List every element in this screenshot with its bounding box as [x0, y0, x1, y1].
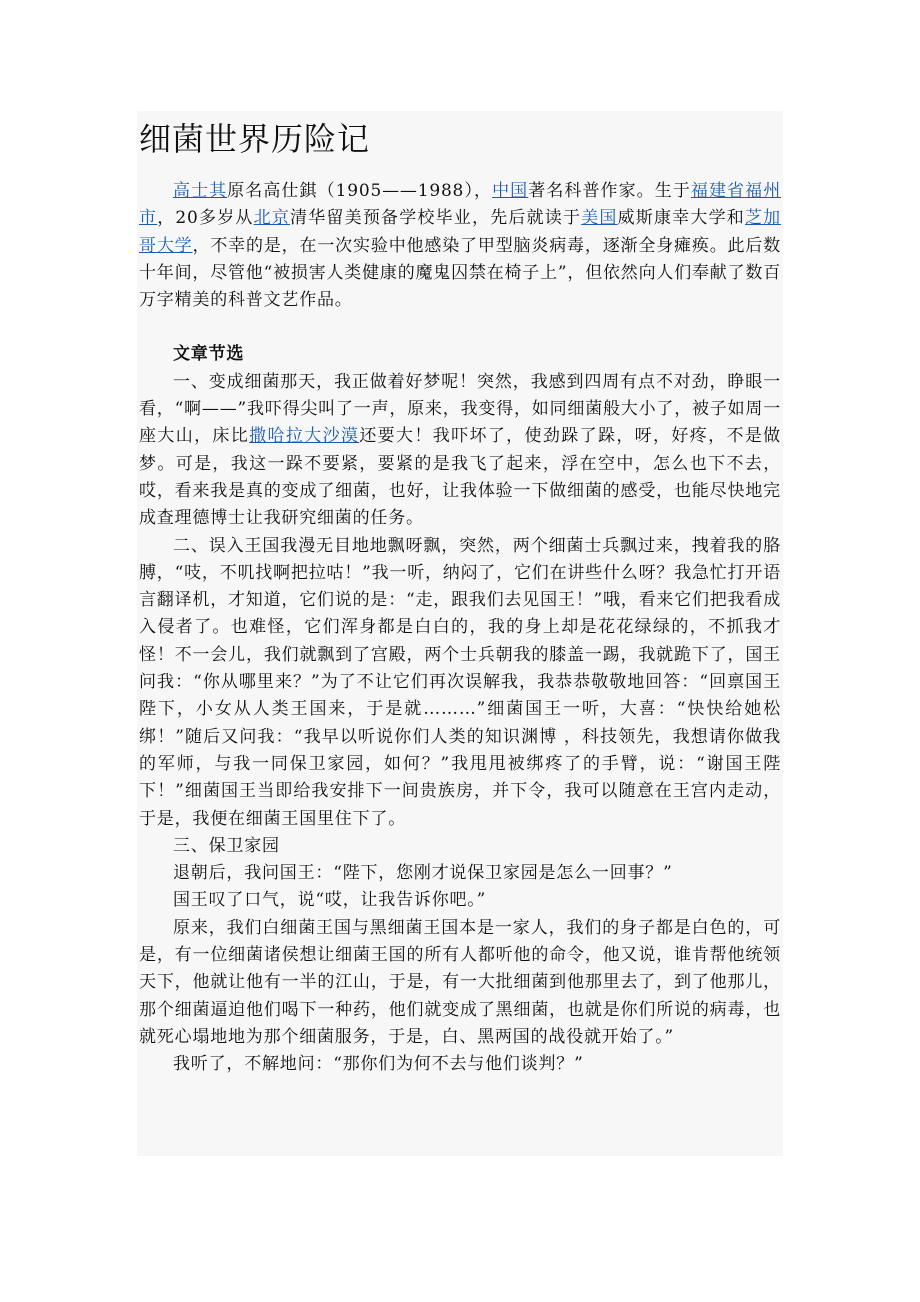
article-title: 细菌世界历险记: [139, 120, 371, 158]
text-run: ，不幸的是，在一次实验中他感染了甲型脑炎病毒，逐渐全身瘫痪。此后数十年间，尽管他“被损害人类健康的魔鬼囚禁在椅子上”，但依然向人们奉献了数百万字精美的科普文艺作品。: [139, 235, 781, 311]
text-run: 一、变成细菌那天，我正做着好梦呢！突然，我感到四周有点不对劲，睁眼一看，“啊——”我吓得尖叫了一声，原来，我变得，如同细菌般大小了，被子如周一座大山，床比: [139, 371, 781, 447]
author-intro-paragraph: [139, 178, 781, 314]
chapter-two-paragraph: 二、误入王国我漫无目地地飘呀飘，突然，两个细菌士兵飘过来，拽着我的胳膊，“吱，不叽找啊把拉咕！”我一听，纳闷了，它们在讲些什么呀？我急忙打开语言翻译机，才知道，它们说的是：“走，跟我们去见国王！”哦，看来它们把我看成入侵者了。也难怪，它们浑身都是白白的，我的身上却是花花绿绿的，不抓我才怪！不一会儿，我们就飘到了宫殿，两个士兵朝我的膝盖一踢，我就跪下了，国王问我：“你从哪里来？”为了不让它们再次误解我，我恭恭敬敬地回答：“回禀国王陛下，小女从人类王国来，于是就………”细菌国王一听，大喜：“快快给她松绑！”随后又问我：“我早以听说你们人类的知识渊博 ，科技领先，我想请你做我的军师，与我一同保卫家园，如何？”我甩甩被绑疼了的手臂，说：“谢国王陛下！”细菌国王当即给我安排下一间贵族房，并下令，我可以随意在王宫内走动，于是，我便在细菌王国里住下了。: [139, 535, 781, 829]
article-body: [139, 178, 781, 1079]
text-run: 威斯康幸大学和: [617, 208, 745, 229]
wiki-link[interactable]: 芝加哥大学: [139, 208, 781, 256]
document-page: [137, 111, 783, 1156]
wiki-link[interactable]: 中国: [492, 181, 529, 201]
dialogue-paragraph: 我听了，不解地问：“那你们为何不去与他们谈判？”: [173, 1054, 584, 1075]
wiki-link[interactable]: 撒哈拉大沙漠: [249, 426, 360, 447]
chapter-three-heading: 三、保卫家园: [173, 835, 280, 856]
text-run: 原名高仕錤（1905——1988），: [227, 181, 493, 201]
wiki-link[interactable]: 北京: [253, 208, 291, 229]
story-paragraph: 原来，我们白细菌王国与黑细菌王国本是一家人，我们的身子都是白色的，可是，有一位细菌诸侯想让细菌王国的所有人都听他的命令，他又说，谁肯帮他统领天下，他就让他有一半的江山，于是，有一大批细菌到他那里去了，到了他那儿，那个细菌逼迫他们喝下一种药，他们就变成了黑细菌，也就是你们所说的病毒，也就死心塌地地为那个细菌服务，于是，白、黑两国的战役就开始了。”: [139, 917, 781, 1047]
wiki-link[interactable]: 福建省福州市: [139, 181, 781, 229]
text-run: 还要大！我吓坏了，使劲跺了跺，呀，好疼，不是做梦。可是，我这一跺不要紧，要紧的是我飞了起来，浮在空中，怎么也下不去，哎，看来我是真的变成了细菌，也好，让我体验一下做细菌的感受，也能尽快地完成查理德博士让我研究细菌的任务。: [139, 426, 781, 529]
text-run: 著名科普作家。生于: [528, 181, 691, 201]
wiki-link[interactable]: 美国: [581, 208, 618, 229]
section-heading: 文章节选: [173, 344, 245, 365]
wiki-link[interactable]: 高士其: [173, 181, 228, 201]
chapter-one-paragraph: [139, 369, 781, 533]
dialogue-paragraph: 退朝后，我问国王：“陛下，您刚才说保卫家园是怎么一回事？”: [173, 863, 673, 884]
text-run: 清华留美预备学校毕业，先后就读于: [290, 208, 582, 229]
text-run: ，20多岁从: [157, 208, 254, 229]
dialogue-paragraph: 国王叹了口气，说“哎，让我告诉你吧。”: [173, 890, 487, 911]
